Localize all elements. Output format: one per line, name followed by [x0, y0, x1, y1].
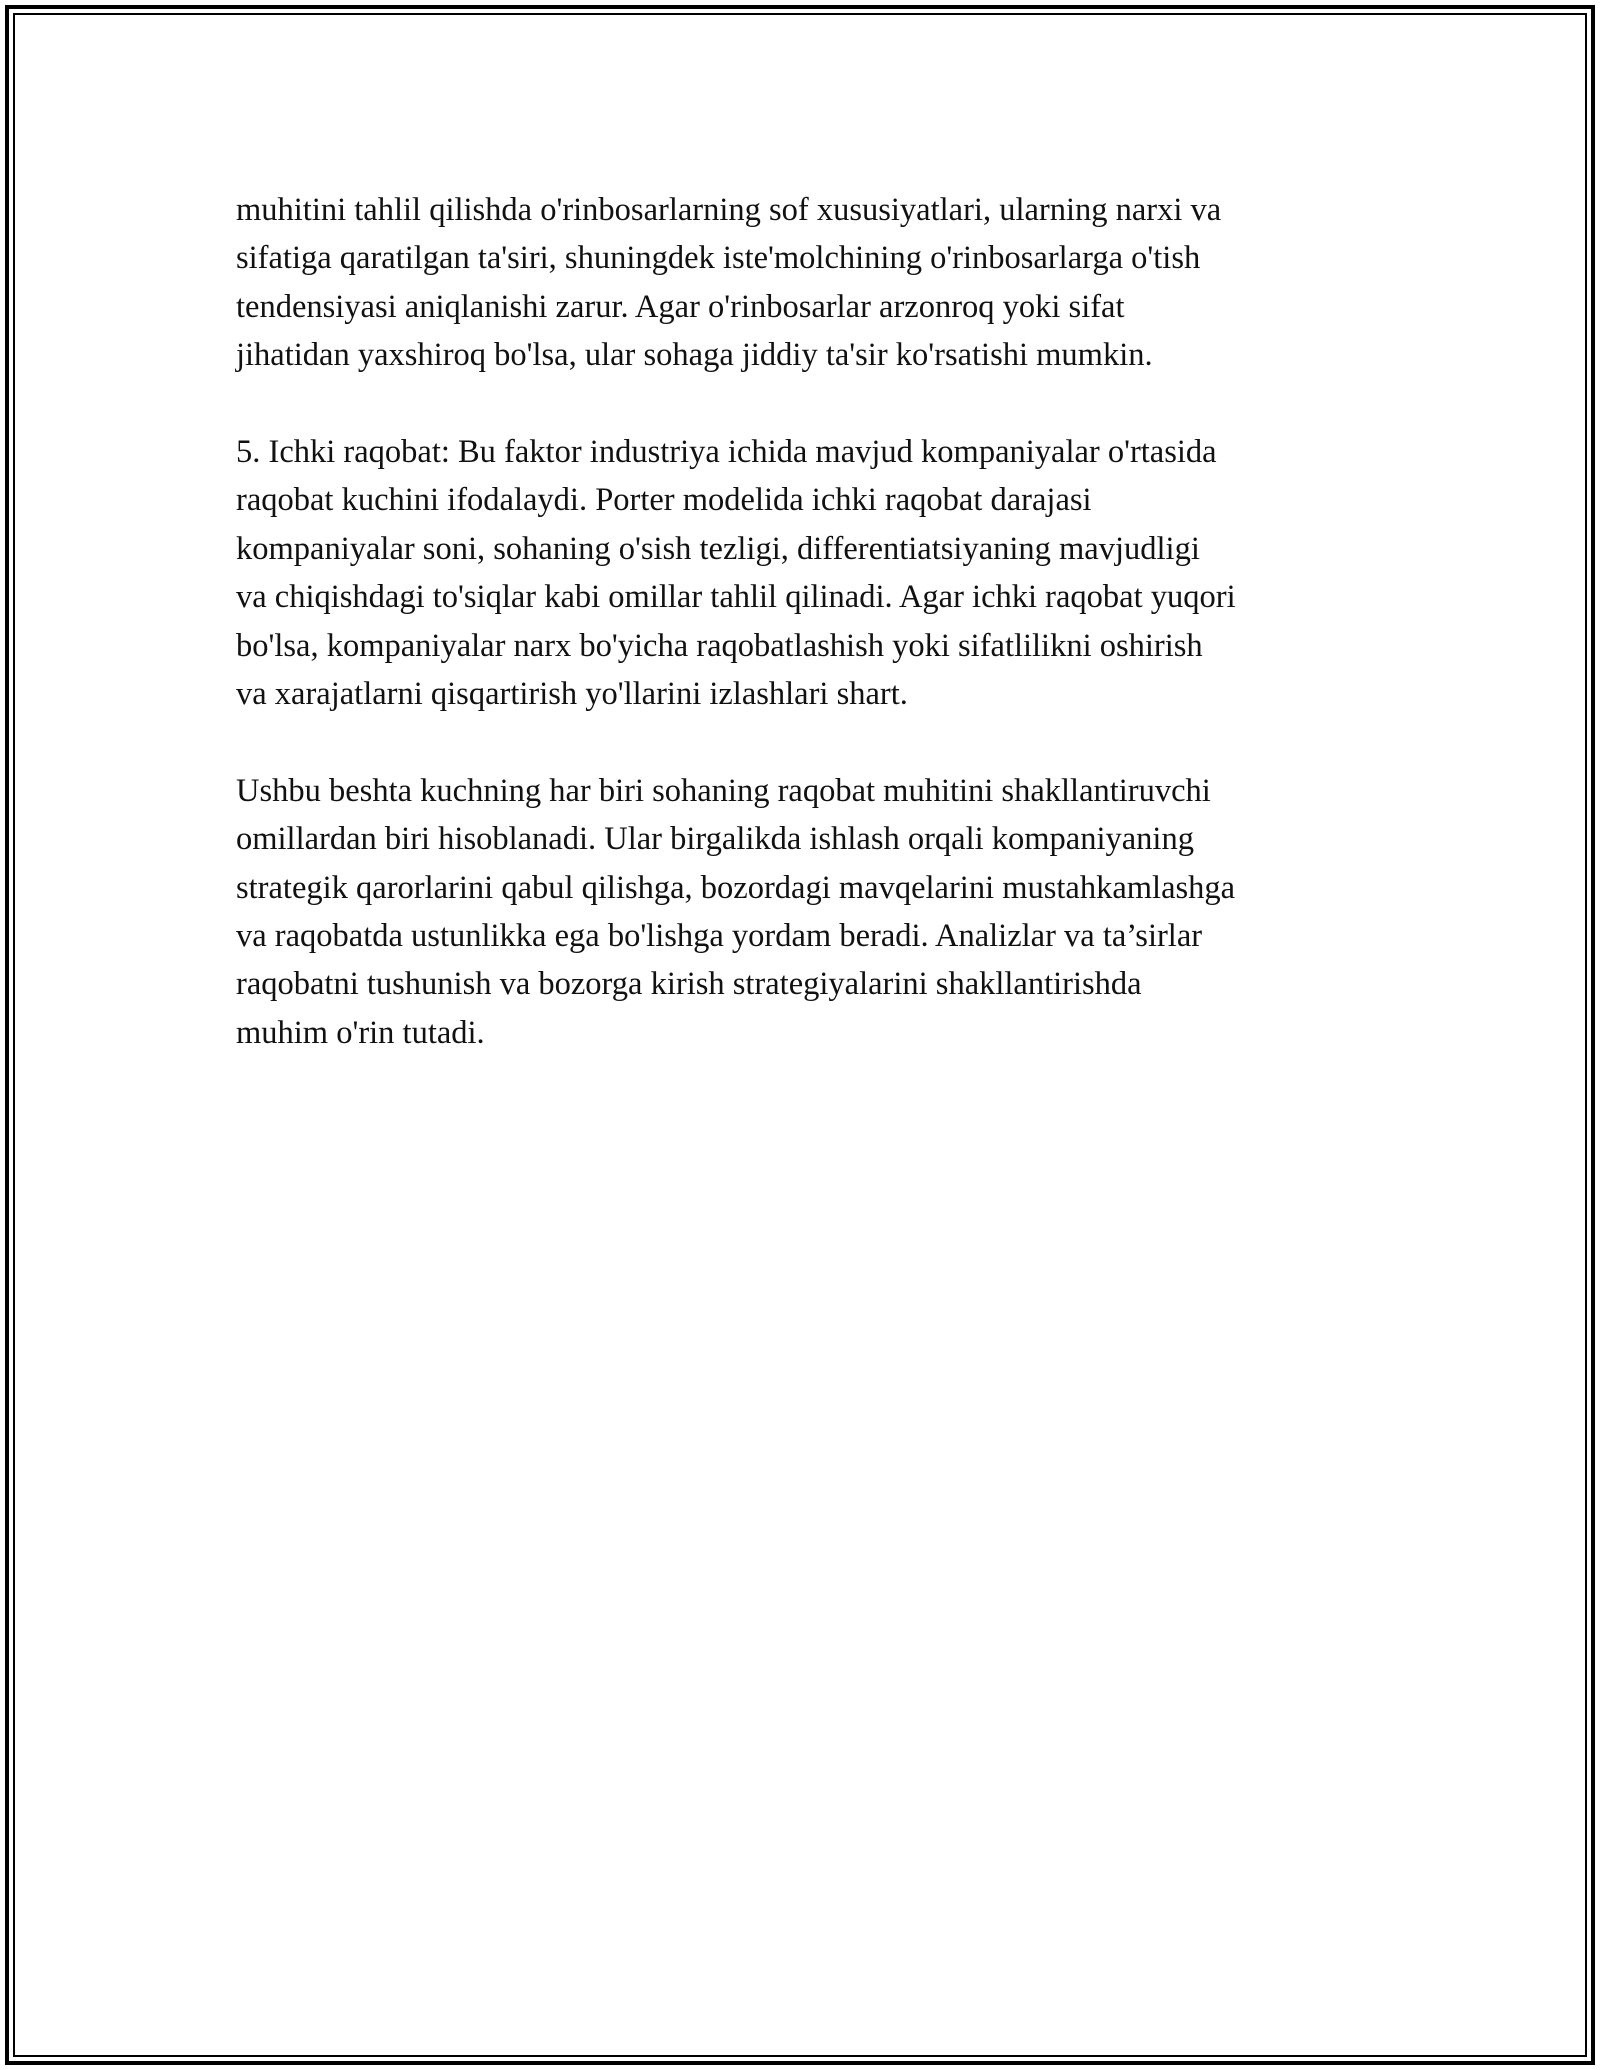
text-line: raqobatni tushunish va bozorga kirish strategiyalarini shakllantirishda [236, 966, 1142, 1003]
text-line: kompaniyalar soni, sohaning o'sish tezligi, differentiatsiyaning mavjudligi [236, 530, 1200, 567]
paragraph-substitutes-continued [236, 186, 1386, 380]
text-line: Ushbu beshta kuchning har biri sohaning raqobat muhitini shakllantiruvchi [236, 772, 1211, 809]
text-line: tendensiyasi aniqlanishi zarur. Agar o'rinbosarlar arzonroq yoki sifat [236, 288, 1125, 325]
document-body [236, 186, 1386, 1057]
paragraph-internal-rivalry [236, 428, 1386, 718]
text-line: bo'lsa, kompaniyalar narx bo'yicha raqobatlashish yoki sifatlilikni oshirish [236, 627, 1203, 664]
text-line: va raqobatda ustunlikka ega bo'lishga yordam beradi. Analizlar va ta’sirlar [236, 918, 1203, 955]
text-line: muhim o'rin tutadi. [236, 1014, 485, 1051]
text-line: sifatiga qaratilgan ta'siri, shuningdek iste'molchining o'rinbosarlarga o'tish [236, 240, 1201, 277]
text-line: raqobat kuchini ifodalaydi. Porter modelida ichki raqobat darajasi [236, 482, 1092, 519]
text-line: va chiqishdagi to'siqlar kabi omillar tahlil qilinadi. Agar ichki raqobat yuqori [236, 579, 1236, 616]
text-line: va xarajatlarni qisqartirish yo'llarini izlashlari shart. [236, 676, 908, 713]
text-line: jihatidan yaxshiroq bo'lsa, ular sohaga jiddiy ta'sir ko'rsatishi mumkin. [236, 337, 1153, 374]
text-line: omillardan biri hisoblanadi. Ular birgalikda ishlash orqali kompaniyaning [236, 821, 1194, 858]
paragraph-conclusion [236, 767, 1386, 1057]
text-line: muhitini tahlil qilishda o'rinbosarlarning sof xususiyatlari, ularning narxi va [236, 192, 1222, 228]
text-line: strategik qarorlarini qabul qilishga, bozordagi mavqelarini mustahkamlashga [236, 869, 1236, 906]
text-line: 5. Ichki raqobat: Bu faktor industriya ichida mavjud kompaniyalar o'rtasida [236, 434, 1217, 471]
